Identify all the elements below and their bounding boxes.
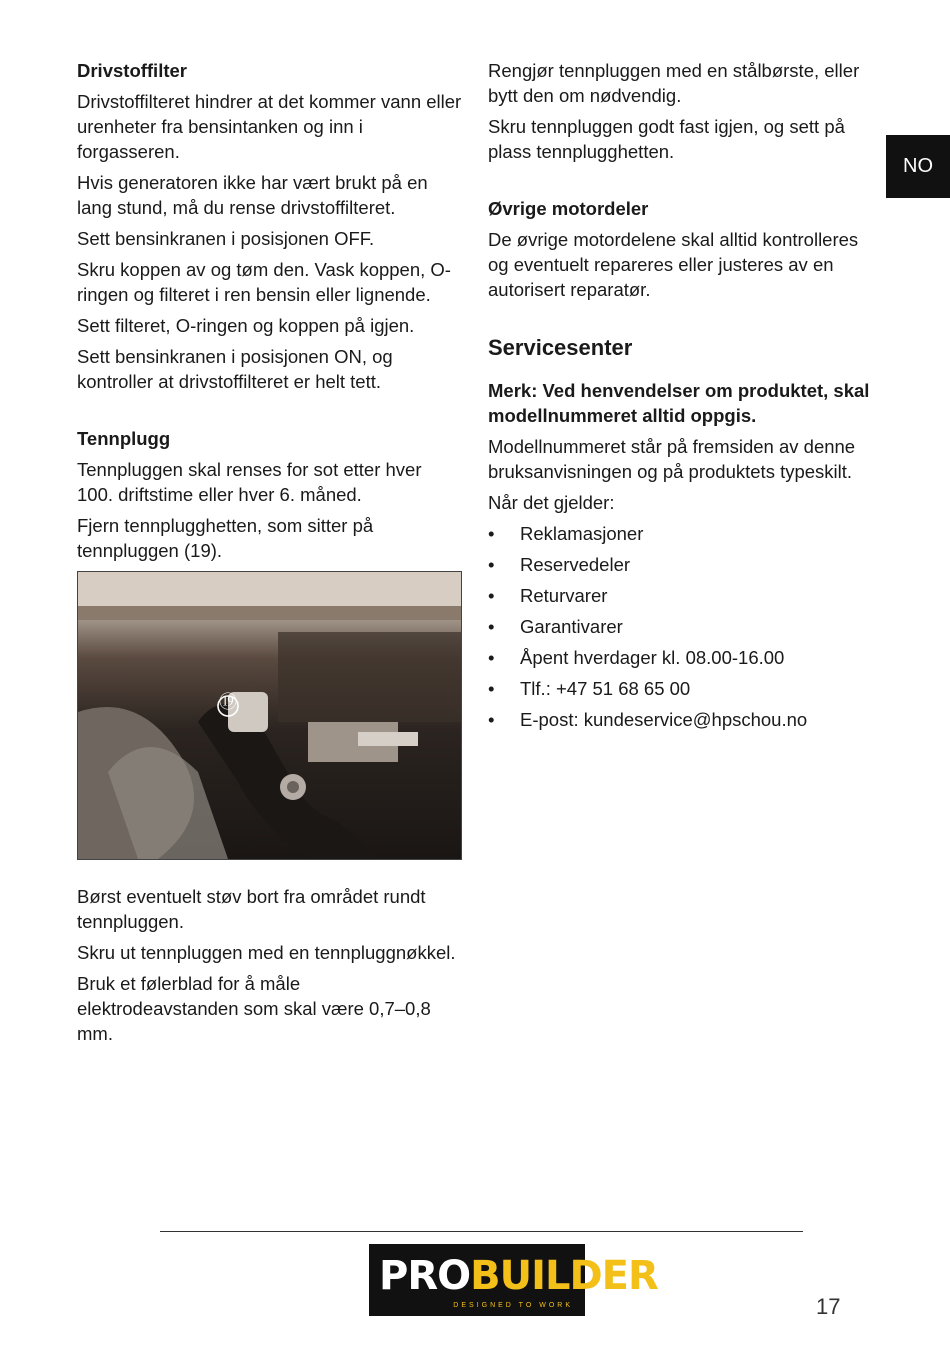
paragraph: Skru ut tennpluggen med en tennpluggnøkkel. — [77, 942, 456, 963]
list-item: • Åpent hverdager kl. 08.00-16.00 — [488, 647, 785, 668]
motordeler-heading: Øvrige motordeler — [488, 198, 649, 219]
paragraph: Fjern tennplugghetten, som sitter på tennpluggen (19). — [77, 515, 374, 561]
probuilder-logo — [369, 1244, 658, 1316]
list-item: • Garantivarer — [488, 616, 623, 637]
list-item: • Reservedeler — [488, 554, 631, 575]
paragraph: De øvrige motordelene skal alltid kontrolleres og eventuelt repareres eller justeres av en autorisert reparatør. — [488, 229, 859, 300]
paragraph: Sett filteret, O-ringen og koppen på igjen. — [77, 315, 415, 336]
footer-divider — [160, 1231, 803, 1232]
list-item: • Reklamasjoner — [488, 523, 644, 544]
callout-19: ⑲ — [219, 692, 237, 712]
drivstoffilter-heading: Drivstoffilter — [77, 60, 187, 81]
list-item: • E-post: kundeservice@hpschou.no — [488, 709, 808, 730]
paragraph: Rengjør tennpluggen med en stålbørste, eller bytt den om nødvendig. — [488, 60, 860, 106]
language-tab: NO — [886, 135, 950, 198]
paragraph: Sett bensinkranen i posisjonen ON, og kontroller at drivstoffilteret er helt tett. — [77, 346, 393, 392]
logo-tagline: DESIGNED TO WORK — [453, 1302, 573, 1309]
paragraph: Skru tennpluggen godt fast igjen, og sett på plass tennplugghetten. — [488, 116, 845, 162]
paragraph: Hvis generatoren ikke har vært brukt på en lang stund, må du rense drivstoffilteret. — [77, 172, 428, 218]
servicesenter-heading: Servicesenter — [488, 335, 633, 360]
service-list — [488, 521, 883, 732]
paragraph: Sett bensinkranen i posisjonen OFF. — [77, 228, 375, 249]
paragraph: Børst eventuelt støv bort fra området rundt tennpluggen. — [77, 886, 426, 932]
page-number: 17 — [816, 1294, 841, 1319]
paragraph: Bruk et følerblad for å måle elektrodeavstanden som skal være 0,7–0,8 mm. — [77, 973, 431, 1044]
logo-wordmark: PROBUILDER — [379, 1253, 658, 1299]
list-item: • Returvarer — [488, 585, 608, 606]
paragraph: Drivstoffilteret hindrer at det kommer vann eller urenheter fra bensintanken og inn i forgasseren. — [77, 91, 462, 162]
paragraph: Når det gjelder: — [488, 492, 615, 513]
service-note: Merk: Ved henvendelser om produktet, skal modellnummeret alltid oppgis. — [488, 380, 870, 426]
paragraph: Modellnummeret står på fremsiden av denne bruksanvisningen og på produktets typeskilt. — [488, 436, 856, 482]
paragraph: Skru koppen av og tøm den. Vask koppen, O-ringen og filteret i ren bensin eller lignende. — [77, 259, 451, 305]
list-item: • Tlf.: +47 51 68 65 00 — [488, 678, 691, 699]
paragraph: Tennpluggen skal renses for sot etter hver 100. driftstime eller hver 6. måned. — [77, 459, 422, 505]
left-column — [77, 58, 462, 1052]
spark-plug-photo-illustration — [78, 572, 461, 859]
right-column — [488, 58, 883, 738]
tennplugg-heading: Tennplugg — [77, 428, 171, 449]
spark-plug-photo — [77, 571, 462, 860]
